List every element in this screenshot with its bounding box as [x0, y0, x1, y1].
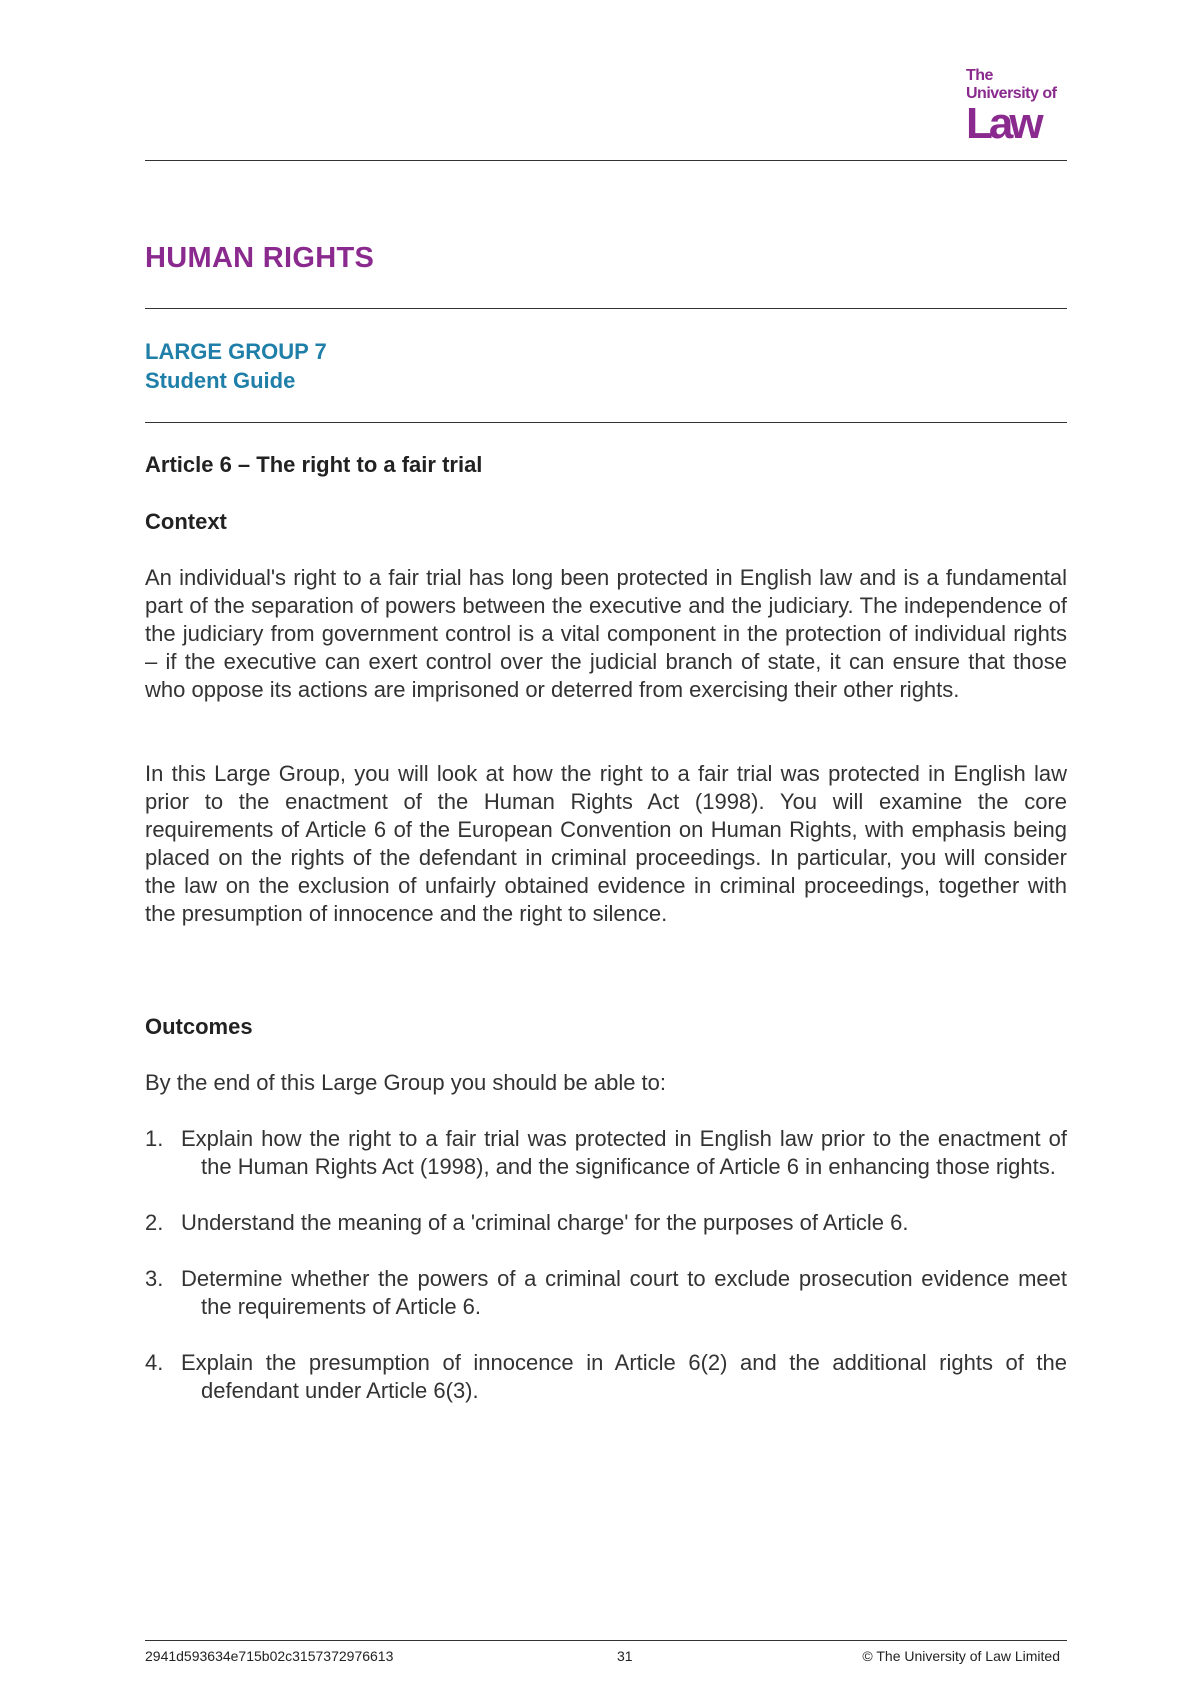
outcomes-list [145, 1125, 1067, 1433]
list-item-number: 2. [145, 1210, 164, 1235]
outcomes-intro: By the end of this Large Group you should be able to: [145, 1070, 667, 1095]
list-item [145, 1349, 1067, 1405]
outcomes-heading: Outcomes [145, 1014, 253, 1039]
student-guide-label: Student Guide [145, 368, 296, 393]
list-item [145, 1125, 1067, 1181]
list-item-text: Determine whether the powers of a criminal court to exclude prosecution evidence meet the requirements of Article 6. [181, 1266, 1067, 1319]
list-item-text: Understand the meaning of a 'criminal charge' for the purposes of Article 6. [181, 1210, 909, 1235]
section-title: Article 6 – The right to a fair trial [145, 452, 483, 477]
subtitle-block [145, 337, 327, 395]
large-group-label: LARGE GROUP 7 [145, 339, 327, 364]
footer-copyright: © The University of Law Limited [862, 1648, 1060, 1664]
logo-line-2: University of [966, 85, 1057, 102]
list-item [145, 1265, 1067, 1321]
header-divider [145, 160, 1067, 161]
footer-divider [145, 1640, 1067, 1641]
list-item-text: Explain how the right to a fair trial was protected in English law prior to the enactment of the Human Rights Act (1998), and the significance of Article 6 in enhancing those rights. [181, 1126, 1067, 1179]
context-paragraph-1: An individual's right to a fair trial has long been protected in English law and is a fundamental part of the separation of powers between the executive and the judiciary. The independence of the judiciary from government control is a vital component in the protection of individual rights – if the executive can exert control over the judicial branch of state, it can ensure that those who oppose its actions are imprisoned or deterred from exercising their other rights. [145, 565, 1067, 702]
logo-line-3: Law [966, 99, 1040, 148]
logo-line-1: The [966, 67, 993, 84]
title-divider [145, 308, 1067, 309]
list-item-number: 3. [145, 1266, 164, 1291]
page-title: HUMAN RIGHTS [145, 242, 375, 274]
footer-doc-id: 2941d593634e715b02c3157372976613 [145, 1648, 394, 1664]
subtitle-divider [145, 422, 1067, 423]
context-paragraph-2: In this Large Group, you will look at how the right to a fair trial was protected in English law prior to the enactment of the Human Rights Act (1998). You will examine the core requirements of Article 6 of the European Convention on Human Rights, with emphasis being placed on the rights of the defendant in criminal proceedings. In particular, you will consider the law on the exclusion of unfairly obtained evidence in criminal proceedings, together with the presumption of innocence and the right to silence. [145, 761, 1067, 926]
university-logo [966, 68, 1056, 146]
footer-page-number: 31 [617, 1648, 633, 1664]
list-item-number: 1. [145, 1126, 164, 1151]
context-heading: Context [145, 509, 227, 534]
list-item-text: Explain the presumption of innocence in Article 6(2) and the additional rights of the defendant under Article 6(3). [181, 1350, 1067, 1403]
list-item-number: 4. [145, 1350, 164, 1375]
list-item [145, 1209, 1067, 1237]
